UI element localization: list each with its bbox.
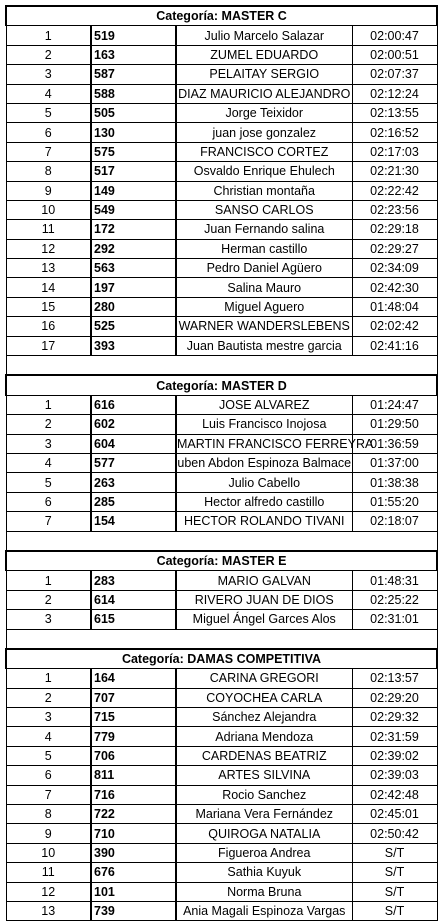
table-row — [6, 434, 437, 453]
category-name: MASTER C — [221, 9, 287, 24]
position-cell: 11 — [6, 220, 91, 239]
position-cell: 1 — [6, 571, 91, 590]
runner-name-cell: Juan Bautista mestre garcia — [176, 336, 352, 355]
table-row — [6, 200, 437, 219]
bib-number-cell: 164 — [91, 669, 176, 688]
position-cell: 12 — [6, 882, 91, 901]
runner-name-cell: Norma Bruna — [176, 882, 352, 901]
table-row — [6, 492, 437, 511]
finish-time-cell: S/T — [352, 863, 437, 882]
runner-name-cell: Jorge Teixidor — [176, 103, 352, 122]
finish-time-cell: 02:34:09 — [352, 259, 437, 278]
runner-name-cell: PELAITAY SERGIO — [176, 65, 352, 84]
finish-time-cell: 02:18:07 — [352, 512, 437, 531]
table-row — [6, 824, 437, 843]
position-cell: 3 — [6, 65, 91, 84]
section-spacer — [6, 629, 437, 649]
bib-number-cell: 616 — [91, 395, 176, 414]
runner-name-cell: Ania Magali Espinoza Vargas — [176, 901, 352, 920]
category-label: Categoría: — [121, 652, 184, 667]
table-row — [6, 278, 437, 297]
table-row — [6, 727, 437, 746]
table-row — [6, 162, 437, 181]
bib-number-cell: 393 — [91, 336, 176, 355]
runner-name-cell: QUIROGA NATALIA — [176, 824, 352, 843]
runner-name-cell: MARTIN FRANCISCO FERREYRA — [176, 434, 352, 453]
runner-name-cell: Figueroa Andrea — [176, 843, 352, 862]
table-row — [6, 297, 437, 316]
position-cell: 7 — [6, 512, 91, 531]
finish-time-cell: 02:21:30 — [352, 162, 437, 181]
position-cell: 8 — [6, 162, 91, 181]
bib-number-cell: 614 — [91, 590, 176, 609]
position-cell: 2 — [6, 45, 91, 64]
bib-number-cell: 283 — [91, 571, 176, 590]
runner-name-cell: Luis Francisco Inojosa — [176, 415, 352, 434]
bib-number-cell: 130 — [91, 123, 176, 142]
finish-time-cell: 02:45:01 — [352, 805, 437, 824]
bib-number-cell: 588 — [91, 84, 176, 103]
table-row — [6, 142, 437, 161]
table-row — [6, 181, 437, 200]
bib-number-cell: 706 — [91, 746, 176, 765]
finish-time-cell: 02:02:42 — [352, 317, 437, 336]
table-row — [6, 220, 437, 239]
table-row — [6, 688, 437, 707]
table-row — [6, 473, 437, 492]
runner-name-cell: Mariana Vera Fernández — [176, 805, 352, 824]
bib-number-cell: 390 — [91, 843, 176, 862]
position-cell: 2 — [6, 415, 91, 434]
bib-number-cell: 505 — [91, 103, 176, 122]
runner-name-cell: Pedro Daniel Agüero — [176, 259, 352, 278]
bib-number-cell: 163 — [91, 45, 176, 64]
bib-number-cell: 285 — [91, 492, 176, 511]
table-row — [6, 336, 437, 355]
table-row — [6, 901, 437, 920]
bib-number-cell: 197 — [91, 278, 176, 297]
spacer-cell — [6, 531, 437, 551]
finish-time-cell: 02:42:48 — [352, 785, 437, 804]
results-body — [6, 6, 437, 921]
position-cell: 9 — [6, 824, 91, 843]
bib-number-cell: 604 — [91, 434, 176, 453]
position-cell: 8 — [6, 805, 91, 824]
finish-time-cell: 02:12:24 — [352, 84, 437, 103]
position-cell: 13 — [6, 901, 91, 920]
position-cell: 16 — [6, 317, 91, 336]
table-row — [6, 805, 437, 824]
position-cell: 6 — [6, 123, 91, 142]
position-cell: 1 — [6, 26, 91, 45]
runner-name-cell: SANSO CARLOS — [176, 200, 352, 219]
finish-time-cell: 02:29:20 — [352, 688, 437, 707]
position-cell: 2 — [6, 688, 91, 707]
finish-time-cell: 02:50:42 — [352, 824, 437, 843]
table-row — [6, 766, 437, 785]
bib-number-cell: 615 — [91, 610, 176, 629]
finish-time-cell: 02:07:37 — [352, 65, 437, 84]
position-cell: 5 — [6, 103, 91, 122]
bib-number-cell: 563 — [91, 259, 176, 278]
finish-time-cell: 02:25:22 — [352, 590, 437, 609]
bib-number-cell: 811 — [91, 766, 176, 785]
category-header — [6, 6, 437, 26]
runner-name-cell: Sathia Kuyuk — [176, 863, 352, 882]
category-header — [6, 649, 437, 669]
finish-time-cell: 02:22:42 — [352, 181, 437, 200]
runner-name-cell: COYOCHEA CARLA — [176, 688, 352, 707]
position-cell: 4 — [6, 84, 91, 103]
bib-number-cell: 263 — [91, 473, 176, 492]
finish-time-cell: 02:42:30 — [352, 278, 437, 297]
position-cell: 5 — [6, 746, 91, 765]
position-cell: 10 — [6, 200, 91, 219]
finish-time-cell: 01:48:31 — [352, 571, 437, 590]
position-cell: 6 — [6, 492, 91, 511]
runner-name-cell: ARTES SILVINA — [176, 766, 352, 785]
table-row — [6, 103, 437, 122]
runner-name-cell: Julio Marcelo Salazar — [176, 26, 352, 45]
runner-name-cell: WARNER WANDERSLEBENS — [176, 317, 352, 336]
category-title — [6, 649, 437, 669]
finish-time-cell: S/T — [352, 882, 437, 901]
table-row — [6, 65, 437, 84]
position-cell: 6 — [6, 766, 91, 785]
table-row — [6, 259, 437, 278]
runner-name-cell: CARDENAS BEATRIZ — [176, 746, 352, 765]
bib-number-cell: 710 — [91, 824, 176, 843]
position-cell: 11 — [6, 863, 91, 882]
finish-time-cell: 01:37:00 — [352, 453, 437, 472]
table-row — [6, 123, 437, 142]
position-cell: 7 — [6, 785, 91, 804]
bib-number-cell: 519 — [91, 26, 176, 45]
bib-number-cell: 722 — [91, 805, 176, 824]
runner-name-cell: Hector alfredo castillo — [176, 492, 352, 511]
finish-time-cell: 01:24:47 — [352, 395, 437, 414]
finish-time-cell: 02:23:56 — [352, 200, 437, 219]
category-header — [6, 551, 437, 571]
finish-time-cell: S/T — [352, 901, 437, 920]
position-cell: 3 — [6, 610, 91, 629]
bib-number-cell: 149 — [91, 181, 176, 200]
bib-number-cell: 739 — [91, 901, 176, 920]
position-cell: 5 — [6, 473, 91, 492]
position-cell: 14 — [6, 278, 91, 297]
finish-time-cell: 02:17:03 — [352, 142, 437, 161]
category-name: MASTER E — [221, 554, 287, 569]
table-row — [6, 843, 437, 862]
bib-number-cell: 779 — [91, 727, 176, 746]
runner-name-cell: CARINA GREGORI — [176, 669, 352, 688]
bib-number-cell: 292 — [91, 239, 176, 258]
runner-name-cell: Miguel Ángel Garces Alos — [176, 610, 352, 629]
bib-number-cell: 715 — [91, 708, 176, 727]
bib-number-cell: 587 — [91, 65, 176, 84]
finish-time-cell: 01:55:20 — [352, 492, 437, 511]
position-cell: 7 — [6, 142, 91, 161]
finish-time-cell: S/T — [352, 843, 437, 862]
table-row — [6, 708, 437, 727]
finish-time-cell: 02:00:51 — [352, 45, 437, 64]
category-label: Categoría: — [156, 554, 219, 569]
category-label: Categoría: — [156, 9, 219, 24]
position-cell: 12 — [6, 239, 91, 258]
runner-name-cell: Salina Mauro — [176, 278, 352, 297]
table-row — [6, 453, 437, 472]
runner-name-cell: JOSE ALVAREZ — [176, 395, 352, 414]
bib-number-cell: 172 — [91, 220, 176, 239]
position-cell: 4 — [6, 727, 91, 746]
table-row — [6, 45, 437, 64]
results-table — [5, 5, 438, 921]
table-row — [6, 785, 437, 804]
finish-time-cell: 01:29:50 — [352, 415, 437, 434]
runner-name-cell: MARIO GALVAN — [176, 571, 352, 590]
category-label: Categoría: — [156, 378, 219, 393]
bib-number-cell: 602 — [91, 415, 176, 434]
runner-name-cell: RIVERO JUAN DE DIOS — [176, 590, 352, 609]
runner-name-cell: FRANCISCO CORTEZ — [176, 142, 352, 161]
runner-name-cell: Julio Cabello — [176, 473, 352, 492]
table-row — [6, 512, 437, 531]
position-cell: 4 — [6, 453, 91, 472]
finish-time-cell: 02:31:01 — [352, 610, 437, 629]
runner-name-cell: juan jose gonzalez — [176, 123, 352, 142]
table-row — [6, 239, 437, 258]
bib-number-cell: 676 — [91, 863, 176, 882]
category-header — [6, 375, 437, 395]
category-name: DAMAS COMPETITIVA — [187, 652, 322, 667]
finish-time-cell: 01:48:04 — [352, 297, 437, 316]
position-cell: 3 — [6, 708, 91, 727]
bib-number-cell: 577 — [91, 453, 176, 472]
runner-name-cell: Sánchez Alejandra — [176, 708, 352, 727]
runner-name-cell: Osvaldo Enrique Ehulech — [176, 162, 352, 181]
bib-number-cell: 280 — [91, 297, 176, 316]
runner-name-cell: uben Abdon Espinoza Balmace — [176, 453, 352, 472]
position-cell: 2 — [6, 590, 91, 609]
category-name: MASTER D — [221, 378, 287, 393]
bib-number-cell: 549 — [91, 200, 176, 219]
finish-time-cell: 02:13:55 — [352, 103, 437, 122]
bib-number-cell: 525 — [91, 317, 176, 336]
position-cell: 15 — [6, 297, 91, 316]
table-row — [6, 395, 437, 414]
table-row — [6, 415, 437, 434]
position-cell: 9 — [6, 181, 91, 200]
table-row — [6, 882, 437, 901]
spacer-cell — [6, 356, 437, 376]
category-title — [6, 6, 437, 26]
runner-name-cell: Miguel Aguero — [176, 297, 352, 316]
category-title — [6, 375, 437, 395]
table-row — [6, 571, 437, 590]
bib-number-cell: 154 — [91, 512, 176, 531]
bib-number-cell: 101 — [91, 882, 176, 901]
spacer-cell — [6, 629, 437, 649]
finish-time-cell: 02:41:16 — [352, 336, 437, 355]
runner-name-cell: Rocio Sanchez — [176, 785, 352, 804]
finish-time-cell: 02:39:02 — [352, 746, 437, 765]
position-cell: 17 — [6, 336, 91, 355]
finish-time-cell: 01:36:59 — [352, 434, 437, 453]
runner-name-cell: Juan Fernando salina — [176, 220, 352, 239]
section-spacer — [6, 356, 437, 376]
finish-time-cell: 02:29:32 — [352, 708, 437, 727]
bib-number-cell: 575 — [91, 142, 176, 161]
table-row — [6, 669, 437, 688]
runner-name-cell: ZUMEL EDUARDO — [176, 45, 352, 64]
finish-time-cell: 02:29:18 — [352, 220, 437, 239]
bib-number-cell: 517 — [91, 162, 176, 181]
finish-time-cell: 02:31:59 — [352, 727, 437, 746]
finish-time-cell: 02:16:52 — [352, 123, 437, 142]
position-cell: 10 — [6, 843, 91, 862]
table-row — [6, 317, 437, 336]
table-row — [6, 746, 437, 765]
runner-name-cell: Adriana Mendoza — [176, 727, 352, 746]
bib-number-cell: 707 — [91, 688, 176, 707]
finish-time-cell: 02:13:57 — [352, 669, 437, 688]
position-cell: 3 — [6, 434, 91, 453]
runner-name-cell: HECTOR ROLANDO TIVANI — [176, 512, 352, 531]
position-cell: 1 — [6, 669, 91, 688]
position-cell: 1 — [6, 395, 91, 414]
runner-name-cell: DIAZ MAURICIO ALEJANDRO — [176, 84, 352, 103]
finish-time-cell: 02:00:47 — [352, 26, 437, 45]
runner-name-cell: Herman castillo — [176, 239, 352, 258]
finish-time-cell: 02:39:03 — [352, 766, 437, 785]
category-title — [6, 551, 437, 571]
table-row — [6, 863, 437, 882]
table-row — [6, 26, 437, 45]
position-cell: 13 — [6, 259, 91, 278]
finish-time-cell: 02:29:27 — [352, 239, 437, 258]
section-spacer — [6, 531, 437, 551]
finish-time-cell: 01:38:38 — [352, 473, 437, 492]
bib-number-cell: 716 — [91, 785, 176, 804]
table-row — [6, 84, 437, 103]
results-sheet — [5, 5, 436, 921]
table-row — [6, 610, 437, 629]
runner-name-cell: Christian montaña — [176, 181, 352, 200]
table-row — [6, 590, 437, 609]
